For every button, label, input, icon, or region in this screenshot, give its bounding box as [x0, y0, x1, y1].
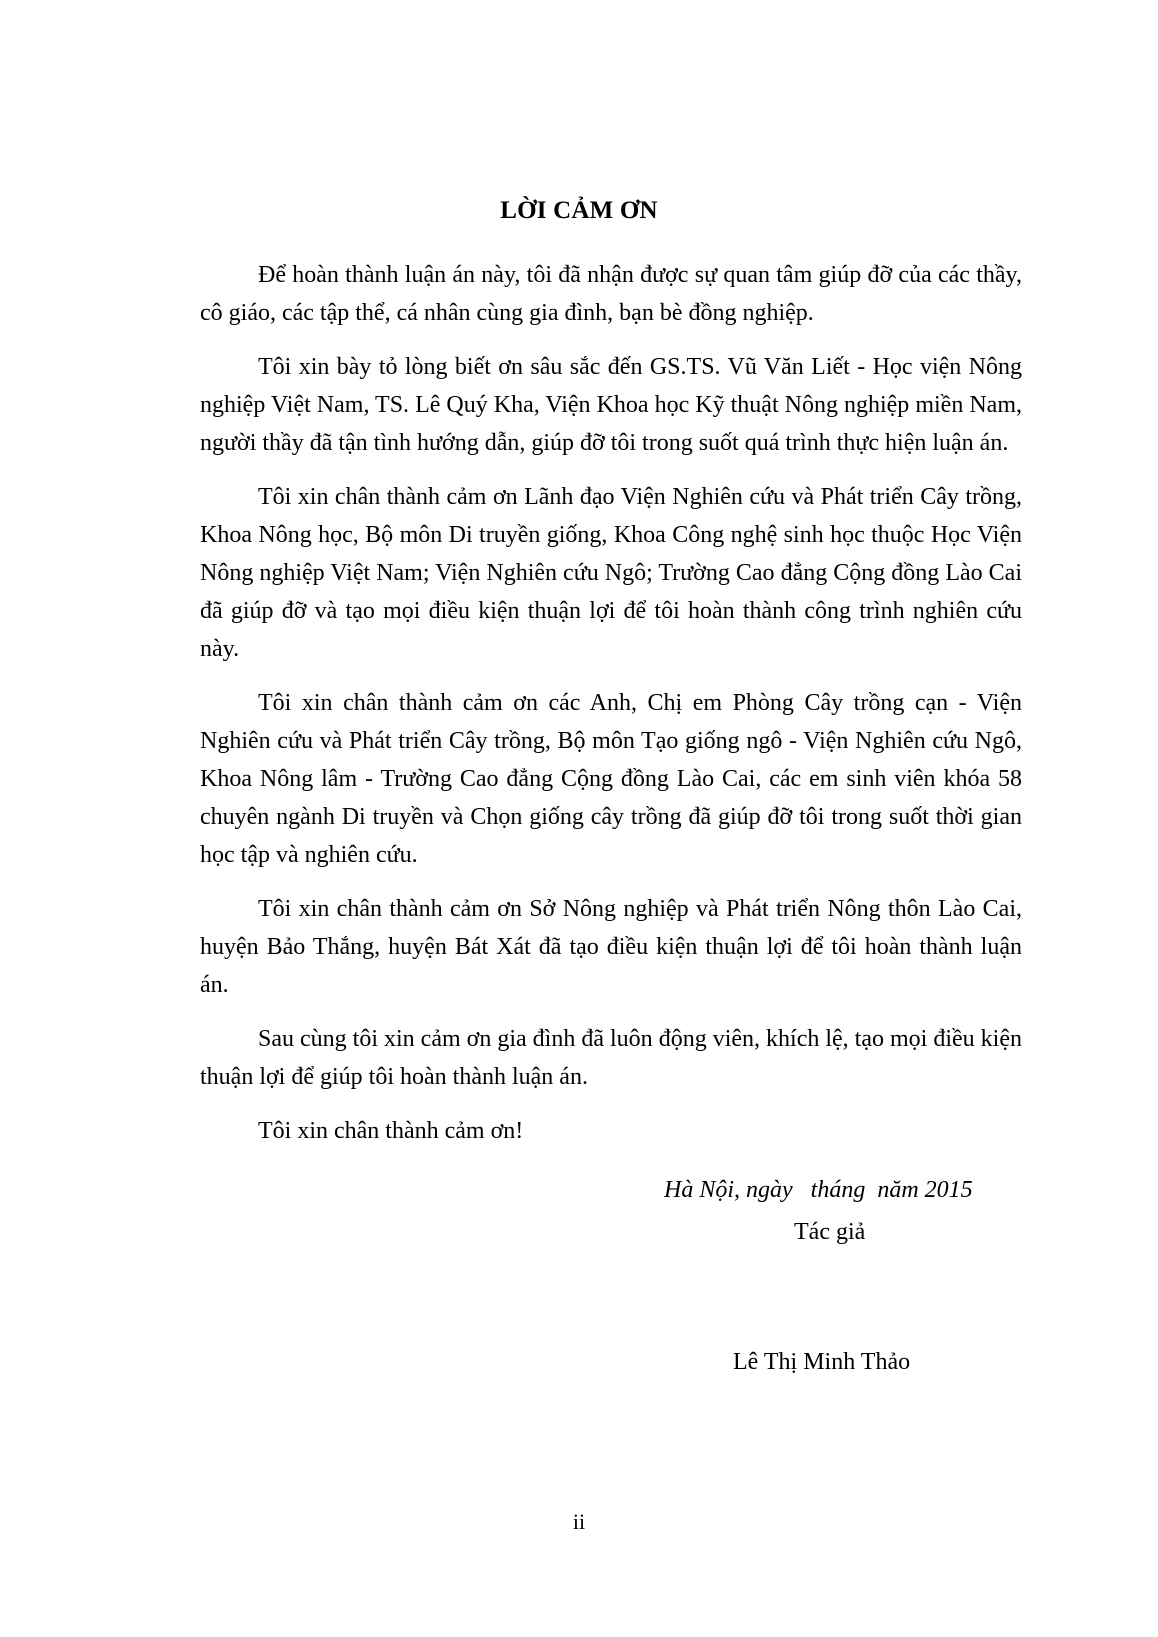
page-title: LỜI CẢM ƠN	[500, 197, 658, 224]
paragraph-institutions: Tôi xin chân thành cảm ơn Lãnh đạo Viện Nghiên cứu và Phát triển Cây trồng, Khoa Nông học, Bộ môn Di truyền giống, Khoa Công nghệ sinh học thuộc Học Viện Nông nghiệp Việt Nam; Viện Nghiên cứu Ngô; Trường Cao đẳng Cộng đồng Lào Cai đã giúp đỡ và tạo mọi điều kiện thuận lợi để tôi hoàn thành công trình nghiên cứu này.	[200, 484, 1022, 662]
paragraph-local-authorities: Tôi xin chân thành cảm ơn Sở Nông nghiệp và Phát triển Nông thôn Lào Cai, huyện Bảo Thắng, huyện Bát Xát đã tạo điều kiện thuận lợi để tôi hoàn thành luận án.	[200, 896, 1022, 998]
paragraph-closing: Tôi xin chân thành cảm ơn!	[258, 1118, 524, 1144]
paragraph-family: Sau cùng tôi xin cảm ơn gia đình đã luôn động viên, khích lệ, tạo mọi điều kiện thuận lợi để giúp tôi hoàn thành luận án.	[200, 1026, 1022, 1090]
signature-date: Hà Nội, ngày tháng năm 2015	[664, 1177, 973, 1203]
paragraph-supervisors: Tôi xin bày tỏ lòng biết ơn sâu sắc đến GS.TS. Vũ Văn Liết - Học viện Nông nghiệp Việt Nam, TS. Lê Quý Kha, Viện Khoa học Kỹ thuật Nông nghiệp miền Nam, người thầy đã tận tình hướng dẫn, giúp đỡ tôi trong suốt quá trình thực hiện luận án.	[200, 354, 1022, 456]
page-number: ii	[572, 1509, 586, 1534]
signature-role: Tác giả	[794, 1219, 866, 1245]
paragraph-colleagues: Tôi xin chân thành cảm ơn các Anh, Chị em Phòng Cây trồng cạn - Viện Nghiên cứu và Phát triển Cây trồng, Bộ môn Tạo giống ngô - Viện Nghiên cứu Ngô, Khoa Nông lâm - Trường Cao đẳng Cộng đồng Lào Cai, các em sinh viên khóa 58 chuyên ngành Di truyền và Chọn giống cây trồng đã giúp đỡ tôi trong suốt thời gian học tập và nghiên cứu.	[200, 690, 1022, 868]
acknowledgement-body	[200, 256, 1022, 1150]
paragraph-intro: Để hoàn thành luận án này, tôi đã nhận được sự quan tâm giúp đỡ của các thầy, cô giáo, các tập thể, cá nhân cùng gia đình, bạn bè đồng nghiệp.	[200, 262, 1022, 326]
signature-name: Lê Thị Minh Thảo	[733, 1349, 911, 1375]
